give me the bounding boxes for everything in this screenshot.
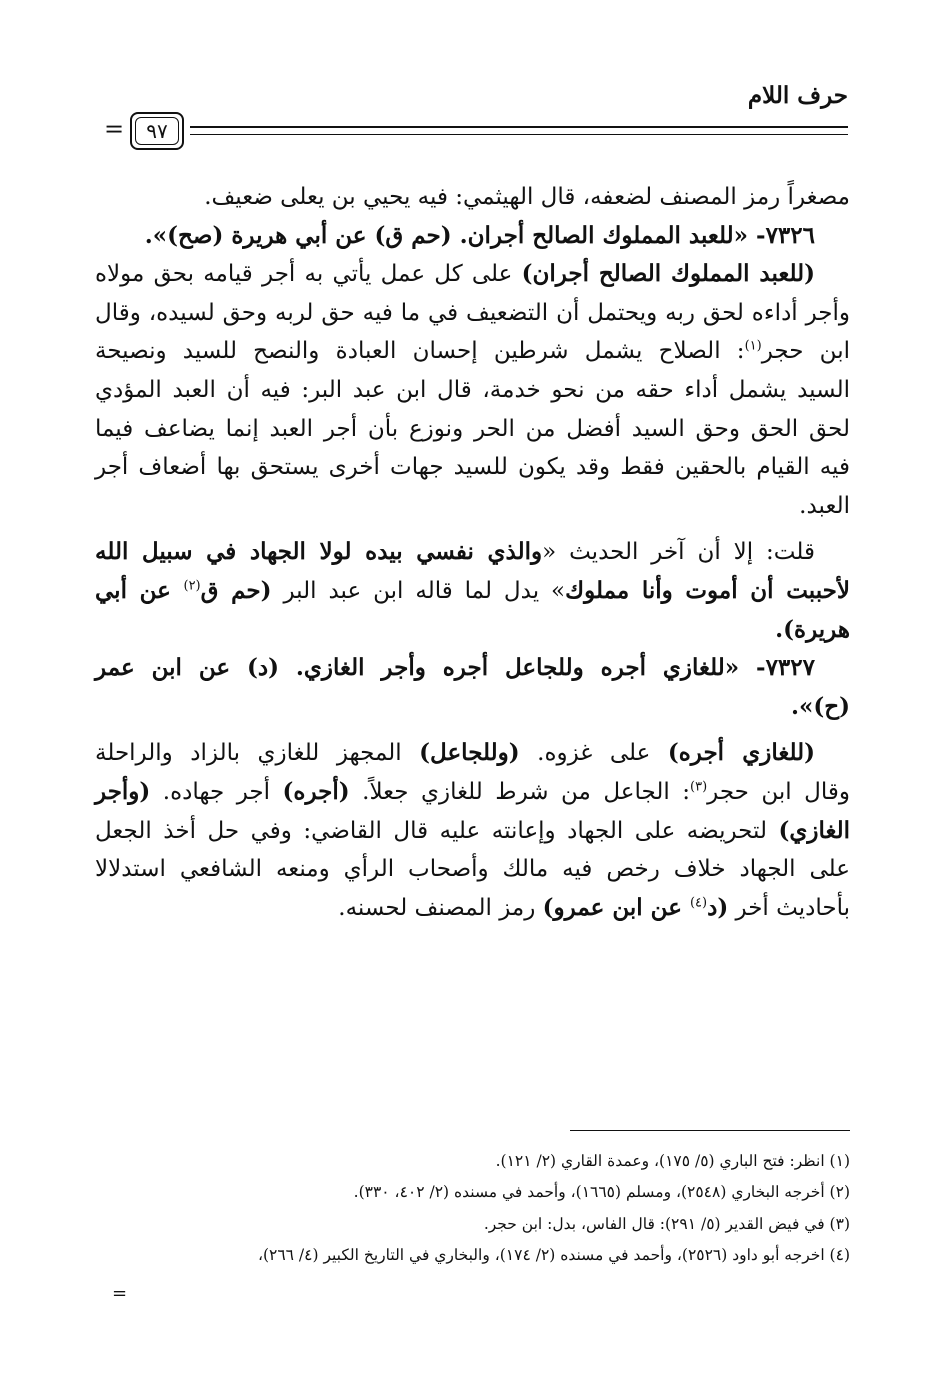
text-line <box>95 812 850 851</box>
text-segment: على غزوه. <box>519 740 668 767</box>
bold-text: ٧٣٢٧- «للغازي أجره وللجاعل أجره وأجر الغازي. (د) عن ابن عمر <box>95 654 815 682</box>
text-line <box>95 410 850 449</box>
text-line <box>95 533 850 572</box>
footnote-ref: (٣) <box>690 779 708 795</box>
text-line <box>95 773 850 812</box>
page-number-frame <box>130 112 184 150</box>
text-line <box>95 332 850 371</box>
bold-text: (ح)». <box>791 692 850 720</box>
bold-text: (حم ق <box>200 576 272 604</box>
text-segment: على الجهاد خلاف رخص فيه مالك وأصحاب الرأي ومنعه الشافعي استدلالا <box>95 856 850 883</box>
text-segment: العبد. <box>799 492 850 519</box>
text-segment: لحق الحق وحق السيد أفضل من الحر ونوزع بأن أجر العبد إنما يضاعف فيما <box>95 415 850 442</box>
text-segment: على كل عمل يأتي به أجر قيامه بحق مولاه <box>95 261 522 288</box>
footnote-ref: (١) <box>744 338 762 354</box>
header-continuation-mark: = <box>104 115 125 143</box>
text-line <box>95 889 850 928</box>
text-segment: » يدل لما قاله ابن عبد البر <box>271 577 566 604</box>
bold-text: (للعبد المملوك الصالح أجران) <box>521 260 815 288</box>
text-line <box>95 649 850 688</box>
footnote-continuation-mark: = <box>112 1283 128 1304</box>
text-segment: أجر جهاده. <box>150 778 283 805</box>
main-text <box>95 178 850 927</box>
bold-text: (وللجاعل) <box>419 739 520 767</box>
text-line <box>95 255 850 294</box>
text-segment: بأحاديث أخر <box>728 894 850 921</box>
bold-text: عن ابن عمرو) <box>542 893 690 921</box>
bold-text: (وأجر <box>95 777 151 805</box>
text-line <box>95 294 850 333</box>
footnote: (٣) في فيض القدير (٥/ ٢٩١): قال الفاس، بدل: ابن حجر. <box>483 1214 850 1233</box>
text-segment: وأجر أداءه لحق ربه ويحتمل أن التضعيف في ما فيه حق لربه وحق لسيده، وقال <box>95 299 850 326</box>
text-line <box>95 371 850 410</box>
text-line <box>95 487 850 526</box>
paragraph-gap <box>95 726 850 734</box>
bold-text: (د <box>707 893 729 921</box>
text-segment: مصغراً رمز المصنف لضعفه، قال الهيثمي: فيه يحيي بن يعلى ضعيف. <box>204 184 850 210</box>
bold-text: الغازي) <box>778 816 850 844</box>
text-line <box>95 178 850 217</box>
footnote-ref: (٢) <box>183 578 201 594</box>
paragraph-gap <box>95 525 850 533</box>
text-line <box>95 611 850 650</box>
header-double-rule <box>190 126 848 135</box>
text-segment: رمز المصنف لحسنه. <box>338 894 543 921</box>
text-line <box>95 448 850 487</box>
text-segment: لتحريضه على الجهاد وإعانته عليه قال القاضي: وفي حل أخذ الجعل <box>95 817 779 844</box>
bold-text: عن أبي <box>95 576 184 604</box>
text-line <box>95 688 850 727</box>
footnotes <box>100 1146 850 1271</box>
bold-text: (للغازي أجره) <box>667 739 815 767</box>
footnote: (١) انظر: فتح الباري (٥/ ١٧٥)، وعمدة القاري (٢/ ١٢١). <box>495 1152 850 1170</box>
footnote: (٤) اخرجه أبو داود (٢٥٢٦)، وأحمد في مسنده (٢/ ١٧٤)، والبخاري في التاريخ الكبير (٤/ ٢٦٦)، <box>257 1245 850 1264</box>
text-line <box>95 572 850 611</box>
footnote-separator <box>570 1130 850 1131</box>
bold-text: هريرة). <box>775 615 850 643</box>
text-segment: : الجاعل من شرط للغازي جعلاً. <box>349 778 690 805</box>
text-line <box>95 734 850 773</box>
text-segment: : الصلاح يشمل شرطين إحسان العبادة والنصح للسيد ونصيحة <box>95 338 745 365</box>
text-line <box>95 850 850 889</box>
bold-text: (أجره) <box>282 777 350 805</box>
text-segment: قلت: إلا أن آخر الحديث « <box>542 539 815 566</box>
page-number: ٩٧ <box>135 117 179 145</box>
text-segment: فيه القيام بالحقين فقط وقد يكون للسيد جهات أخرى يستحق بها أضعاف أجر <box>95 454 850 481</box>
text-segment: المجهز للغازي بالزاد والراحلة <box>95 740 420 767</box>
footnote: (٢) أخرجه البخاري (٢٥٤٨)، ومسلم (١٦٦٥)، وأحمد في مسنده (٢/ ٤٠٢، ٣٣٠). <box>353 1183 850 1202</box>
bold-text: والذي نفسي بيده لولا الجهاد في سبيل الله <box>95 538 543 566</box>
text-segment: السيد يشمل أداء حقه من نحو خدمة، قال ابن عبد البر: فيه أن العبد المؤدي <box>95 376 850 403</box>
text-segment: وقال ابن حجر <box>707 778 851 805</box>
bold-text: لأحببت أن أموت وأنا مملوك <box>565 576 850 604</box>
text-segment: ابن حجر <box>761 338 850 365</box>
running-header-title: حرف اللام <box>747 82 848 109</box>
text-line <box>95 217 850 256</box>
footnote-ref: (٤) <box>689 895 708 911</box>
bold-text: ٧٣٢٦- «للعبد المملوك الصالح أجران. (حم ق) عن أبي هريرة (صح)». <box>144 221 815 249</box>
